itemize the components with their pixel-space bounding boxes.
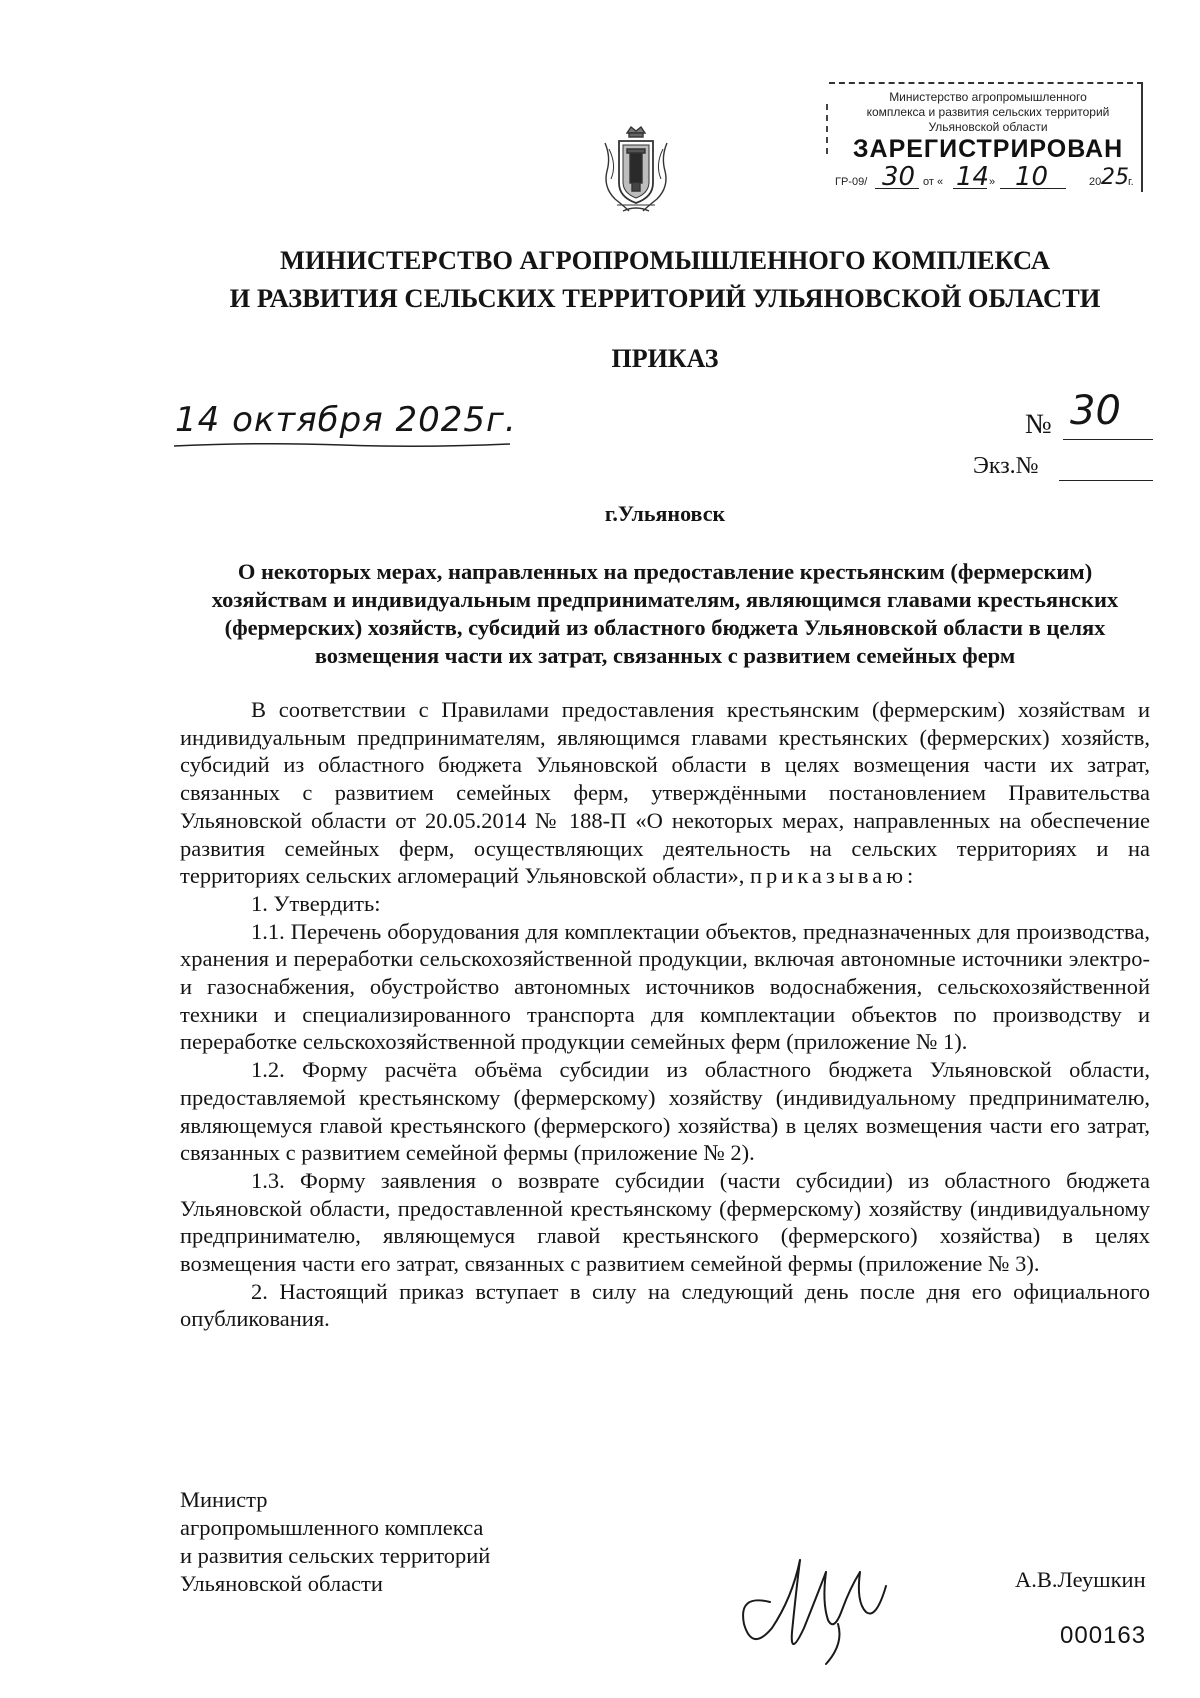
preamble-paragraph (180, 696, 1150, 890)
number-label: № (1025, 409, 1052, 440)
item-1-1: 1.1. Перечень оборудования для комплектации объектов, предназначенных для производства, хранения и переработки сельскохозяйственной продукции, включая автономные источники электро- и газоснабжения, обустройство автономных источников водоснабжения, сельскохозяйственной техники и специализированного транспорта для комплектации объектов по производству и переработке сельскохозяйственной продукции семейных ферм (приложение № 1). (180, 918, 1150, 1055)
item-1: 1. Утвердить: (251, 890, 381, 916)
copy-number-underline (1059, 480, 1153, 481)
document-type: ПРИКАЗ (611, 344, 719, 373)
item-2: 2. Настоящий приказ вступает в силу на следующий день после дня его официального опубликования. (180, 1278, 1150, 1332)
preamble-text: В соответствии с Правилами предоставления крестьянским (фермерским) хозяйствам и индивидуальным предпринимателям, являющимся главами крестьянских (фермерских) хозяйств, субсидий из областного бюджета Ульяновской области в целях возмещения части их затрат, связанных с развитием семейных ферм, утверждёнными постановлением Правительства Ульяновской области от 20.05.2014 № 188-П «О некоторых мерах, направленных на обеспечение развития семейных ферм, осуществляющих деятельность на сельских территориях и на территориях сельских агломераций Ульяновской области», (180, 697, 1150, 889)
stamp-from-label: от « (923, 176, 944, 188)
stamp-month: 10 (1015, 162, 1049, 192)
coat-of-arms-icon (597, 125, 675, 217)
handwritten-signature (730, 1532, 900, 1667)
date-underline (172, 440, 512, 452)
ministry-title-line-2: И РАЗВИТИЯ СЕЛЬСКИХ ТЕРРИТОРИЙ УЛЬЯНОВСКОЙ ОБЛАСТИ (229, 283, 1101, 313)
stamp-left-edge (826, 104, 828, 154)
stamp-quote-close: » (989, 176, 996, 188)
serial-number: 000163 (1060, 1622, 1147, 1649)
number-underline (1063, 439, 1153, 440)
signatory-position-line-3: и развития сельских территорий (180, 1543, 491, 1568)
signatory-position-line-2: агропромышленного комплекса (180, 1515, 484, 1540)
handwritten-number: 30 (1070, 388, 1121, 434)
city: г.Ульяновск (604, 501, 726, 526)
ministry-title (100, 241, 1200, 317)
item-1-3: 1.3. Форму заявления о возврате субсидии (части субсидии) из областного бюджета Ульяновской области, предоставленной крестьянскому (фермерскому) хозяйству (индивидуальному предпринимателю, являющемуся главой крестьянского (фермерского) хозяйства) в целях возмещения части его затрат, связанных с развитием семейной фермы (приложение № 3). (180, 1167, 1150, 1277)
stamp-reg-number: 30 (882, 162, 916, 192)
stamp-line-1: Министерство агропромышленного (889, 90, 1087, 104)
item-1-2: 1.2. Форму расчёта объёма субсидии из областного бюджета Ульяновской области, предоставляемой крестьянскому (фермерскому) хозяйству (индивидуальному предпринимателю, являющемуся главой крестьянского (фермерского) хозяйства) в целях возмещения части его затрат, связанных с развитием семейной фермы (приложение № 2). (180, 1057, 1150, 1166)
copy-number-label: Экз.№ (973, 453, 1039, 479)
stamp-year-prefix: 20 (1089, 176, 1102, 188)
signatory-position (180, 1486, 490, 1598)
stamp-day: 14 (956, 162, 990, 192)
signatory-position-line-1: Министр (180, 1487, 268, 1512)
registration-stamp (823, 80, 1145, 194)
order-body (180, 696, 1150, 1333)
signatory-position-line-4: Ульяновской области (180, 1571, 383, 1596)
order-subject: О некоторых мерах, направленных на предоставление крестьянским (фермерским) хозяйствам и индивидуальным предпринимателям, являющимся главами крестьянских (фермерских) хозяйств, субсидий из областного бюджета Ульяновской области в целях возмещения части их затрат, связанных с развитием семейных ферм (211, 559, 1119, 668)
stamp-line-3: Ульяновской области (928, 120, 1048, 134)
signatory-name: А.В.Леушкин (1015, 1567, 1146, 1592)
stamp-registration-line (835, 162, 1141, 194)
stamp-reg-prefix: ГР-09/ (835, 176, 868, 188)
order-word: приказываю: (749, 863, 918, 889)
stamp-year-suffix: 25 (1101, 165, 1129, 190)
stamp-line-2: комплекса и развития сельских территорий (866, 105, 1110, 119)
stamp-year-end: г. (1128, 176, 1134, 188)
ministry-title-line-1: МИНИСТЕРСТВО АГРОПРОМЫШЛЕННОГО КОМПЛЕКСА (279, 245, 1051, 275)
handwritten-date: 14 октября 2025г. (175, 400, 517, 440)
stamp-title: ЗАРЕГИСТРИРОВАН (852, 135, 1124, 163)
